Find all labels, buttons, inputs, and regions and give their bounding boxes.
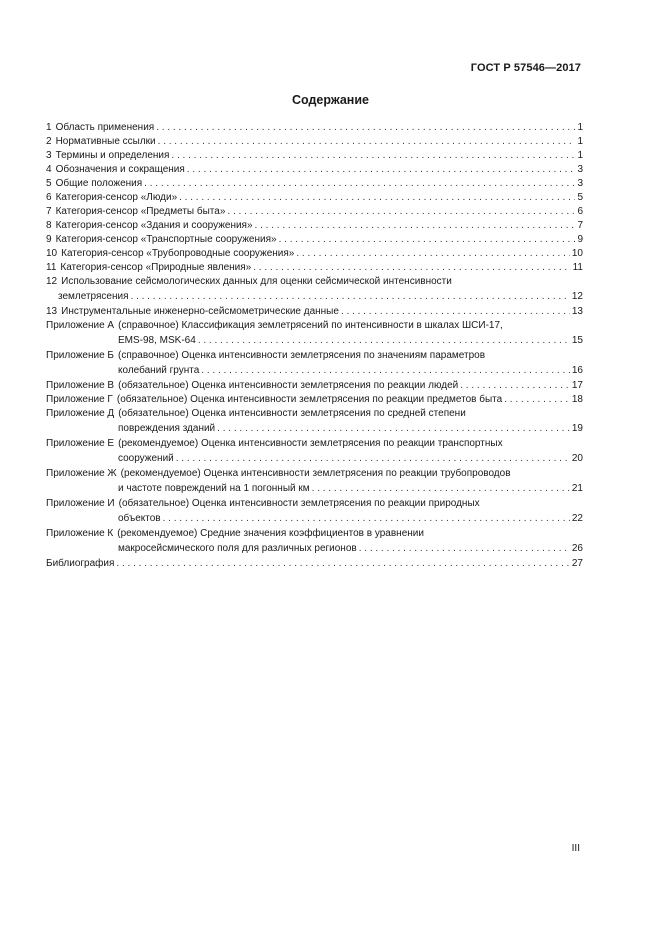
toc-entry-title: Категория-сенсор «Трубопроводные сооружения» bbox=[61, 248, 295, 259]
toc-entry-number: 13 bbox=[46, 306, 58, 317]
toc-leader-dots bbox=[253, 261, 570, 275]
toc-page-number: 20 bbox=[571, 453, 583, 464]
toc-page-number: 21 bbox=[571, 483, 583, 494]
toc-entry[interactable] bbox=[46, 261, 583, 275]
toc-entry-title: Библиография bbox=[46, 558, 115, 569]
toc-leader-dots bbox=[176, 450, 570, 467]
toc-entry-title: Термины и определения bbox=[55, 150, 170, 161]
toc-entry[interactable] bbox=[46, 191, 583, 205]
toc-entry-number: 4 bbox=[46, 164, 52, 175]
toc-leader-dots bbox=[144, 177, 575, 191]
toc-entry-title: (обязательное) Оценка интенсивности землетрясения по реакции природных bbox=[118, 498, 480, 509]
toc-leader-dots bbox=[187, 163, 576, 177]
toc-entry-title: (рекомендуемое) Оценка интенсивности землетрясения по реакции транспортных bbox=[118, 438, 503, 449]
toc-title: Содержание bbox=[291, 93, 369, 107]
toc-entry-number: Приложение Г bbox=[46, 394, 113, 405]
toc-page-number: 3 bbox=[577, 164, 583, 175]
toc-entry[interactable] bbox=[46, 177, 583, 191]
toc-page-number: 18 bbox=[571, 394, 583, 405]
page-number-roman: III bbox=[571, 843, 580, 854]
toc-page-number: 10 bbox=[571, 248, 583, 259]
toc-leader-dots bbox=[217, 420, 570, 437]
toc-page-number: 12 bbox=[571, 291, 583, 302]
toc-leader-dots bbox=[201, 362, 570, 379]
toc-entry[interactable] bbox=[46, 467, 583, 497]
toc-page-number: 13 bbox=[571, 306, 583, 317]
toc-entry-title: Категория-сенсор «Транспортные сооружения» bbox=[55, 234, 277, 245]
toc-entry-number: 2 bbox=[46, 136, 52, 147]
toc-leader-dots bbox=[156, 121, 575, 135]
toc-leader-dots bbox=[359, 540, 570, 557]
toc-page-number: 26 bbox=[571, 543, 583, 554]
toc-entry[interactable] bbox=[46, 393, 583, 407]
toc-entry[interactable] bbox=[46, 379, 583, 393]
toc-entry-title: Общие положения bbox=[55, 178, 143, 189]
toc-page-number: 19 bbox=[571, 423, 583, 434]
toc-page-number: 16 bbox=[571, 365, 583, 376]
toc-entry[interactable] bbox=[46, 205, 583, 219]
toc-entry-number: Приложение Б bbox=[46, 350, 114, 361]
toc-entry-title: сооружений bbox=[118, 453, 174, 464]
toc-entry[interactable] bbox=[46, 135, 583, 149]
toc-leader-dots bbox=[171, 149, 575, 163]
toc-entry-title: Категория-сенсор «Люди» bbox=[55, 192, 178, 203]
toc-page-number: 7 bbox=[577, 220, 583, 231]
toc-leader-dots bbox=[312, 480, 570, 497]
toc-entry-number: Приложение А bbox=[46, 320, 115, 331]
toc-entry-title: Нормативные ссылки bbox=[55, 136, 156, 147]
toc-entry-title: Категория-сенсор «Природные явления» bbox=[60, 262, 252, 273]
toc-entry-title: землетрясения bbox=[58, 291, 129, 302]
table-of-contents bbox=[46, 121, 583, 571]
toc-page-number: 6 bbox=[577, 206, 583, 217]
toc-leader-dots bbox=[158, 135, 576, 149]
toc-entry[interactable] bbox=[46, 121, 583, 135]
toc-entry-number: Приложение К bbox=[46, 528, 114, 539]
toc-entry[interactable] bbox=[46, 247, 583, 261]
toc-entry[interactable] bbox=[46, 557, 583, 571]
toc-entry-title: (справочное) Оценка интенсивности землетрясения по значениям параметров bbox=[118, 350, 486, 361]
toc-leader-dots bbox=[279, 233, 576, 247]
toc-entry-number: 3 bbox=[46, 150, 52, 161]
toc-entry[interactable] bbox=[46, 437, 583, 467]
toc-leader-dots bbox=[179, 191, 575, 205]
toc-entry-title: (обязательное) Оценка интенсивности землетрясения по средней степени bbox=[118, 408, 466, 419]
toc-leader-dots bbox=[460, 379, 570, 393]
toc-entry[interactable] bbox=[46, 319, 583, 349]
toc-leader-dots bbox=[504, 393, 570, 407]
toc-entry-number: Приложение Е bbox=[46, 438, 115, 449]
toc-page-number: 27 bbox=[571, 558, 583, 569]
toc-leader-dots bbox=[255, 219, 576, 233]
toc-leader-dots bbox=[227, 205, 575, 219]
toc-entry[interactable] bbox=[46, 305, 583, 319]
toc-entry-number: 10 bbox=[46, 248, 58, 259]
toc-entry[interactable] bbox=[46, 149, 583, 163]
toc-entry-number: 1 bbox=[46, 122, 52, 133]
toc-entry-number: 12 bbox=[46, 276, 58, 287]
toc-page-number: 9 bbox=[577, 234, 583, 245]
toc-entry-number: Приложение Д bbox=[46, 408, 115, 419]
document-code: ГОСТ Р 57546—2017 bbox=[470, 62, 581, 74]
toc-entry-title: (обязательное) Оценка интенсивности землетрясения по реакции предметов быта bbox=[116, 394, 503, 405]
toc-entry-number: 6 bbox=[46, 192, 52, 203]
toc-entry-title: и частоте повреждений на 1 погонный км bbox=[118, 483, 310, 494]
toc-entry[interactable] bbox=[46, 219, 583, 233]
toc-entry-title: колебаний грунта bbox=[118, 365, 200, 376]
toc-page-number: 3 bbox=[577, 178, 583, 189]
toc-entry-title: (рекомендуемое) Оценка интенсивности землетрясения по реакции трубопроводов bbox=[120, 468, 511, 479]
toc-leader-dots bbox=[163, 510, 570, 527]
toc-entry-number: 8 bbox=[46, 220, 52, 231]
toc-leader-dots bbox=[296, 247, 570, 261]
toc-entry-title: Обозначения и сокращения bbox=[55, 164, 185, 175]
toc-entry-number: 5 bbox=[46, 178, 52, 189]
toc-entry-title: (справочное) Классификация землетрясений по интенсивности в шкалах ШСИ-17, bbox=[118, 320, 503, 331]
toc-leader-dots bbox=[116, 557, 569, 571]
toc-page-number: 1 bbox=[577, 136, 583, 147]
toc-entry[interactable] bbox=[46, 407, 583, 437]
toc-entry-title: объектов bbox=[118, 513, 161, 524]
toc-entry-title: макросейсмического поля для различных регионов bbox=[118, 543, 357, 554]
toc-entry-title: Категория-сенсор «Предметы быта» bbox=[55, 206, 226, 217]
toc-entry-title: Использование сейсмологических данных для оценки сейсмической интенсивности bbox=[61, 276, 452, 287]
toc-entry-number: 11 bbox=[46, 262, 57, 273]
toc-page-number: 5 bbox=[577, 192, 583, 203]
toc-entry[interactable] bbox=[46, 163, 583, 177]
toc-entry[interactable] bbox=[46, 349, 583, 379]
toc-page-number: 1 bbox=[577, 150, 583, 161]
toc-leader-dots bbox=[198, 332, 570, 349]
toc-page-number: 1 bbox=[577, 122, 583, 133]
toc-entry-number: Приложение И bbox=[46, 498, 115, 509]
toc-page-number: 11 bbox=[572, 262, 583, 273]
toc-leader-dots bbox=[341, 305, 570, 319]
toc-entry-title: EMS-98, MSK-64 bbox=[118, 335, 196, 346]
toc-leader-dots bbox=[131, 288, 570, 305]
toc-entry-number: 9 bbox=[46, 234, 52, 245]
toc-entry-title: повреждения зданий bbox=[118, 423, 216, 434]
toc-entry-title: Инструментальные инженерно-сейсмометрические данные bbox=[61, 306, 339, 317]
toc-entry-title: (обязательное) Оценка интенсивности землетрясения по реакции людей bbox=[118, 380, 459, 391]
toc-page-number: 15 bbox=[571, 335, 583, 346]
toc-page-number: 22 bbox=[571, 513, 583, 524]
toc-entry-number: 7 bbox=[46, 206, 52, 217]
toc-entry[interactable] bbox=[46, 275, 583, 305]
toc-entry-title: Область применения bbox=[55, 122, 155, 133]
toc-entry[interactable] bbox=[46, 233, 583, 247]
toc-entry[interactable] bbox=[46, 497, 583, 527]
toc-entry-title: (рекомендуемое) Средние значения коэффициентов в уравнении bbox=[117, 528, 424, 539]
toc-entry-title: Категория-сенсор «Здания и сооружения» bbox=[55, 220, 253, 231]
toc-entry[interactable] bbox=[46, 527, 583, 557]
toc-page-number: 17 bbox=[571, 380, 583, 391]
toc-entry-number: Приложение Ж bbox=[46, 468, 117, 479]
toc-entry-number: Приложение В bbox=[46, 380, 115, 391]
